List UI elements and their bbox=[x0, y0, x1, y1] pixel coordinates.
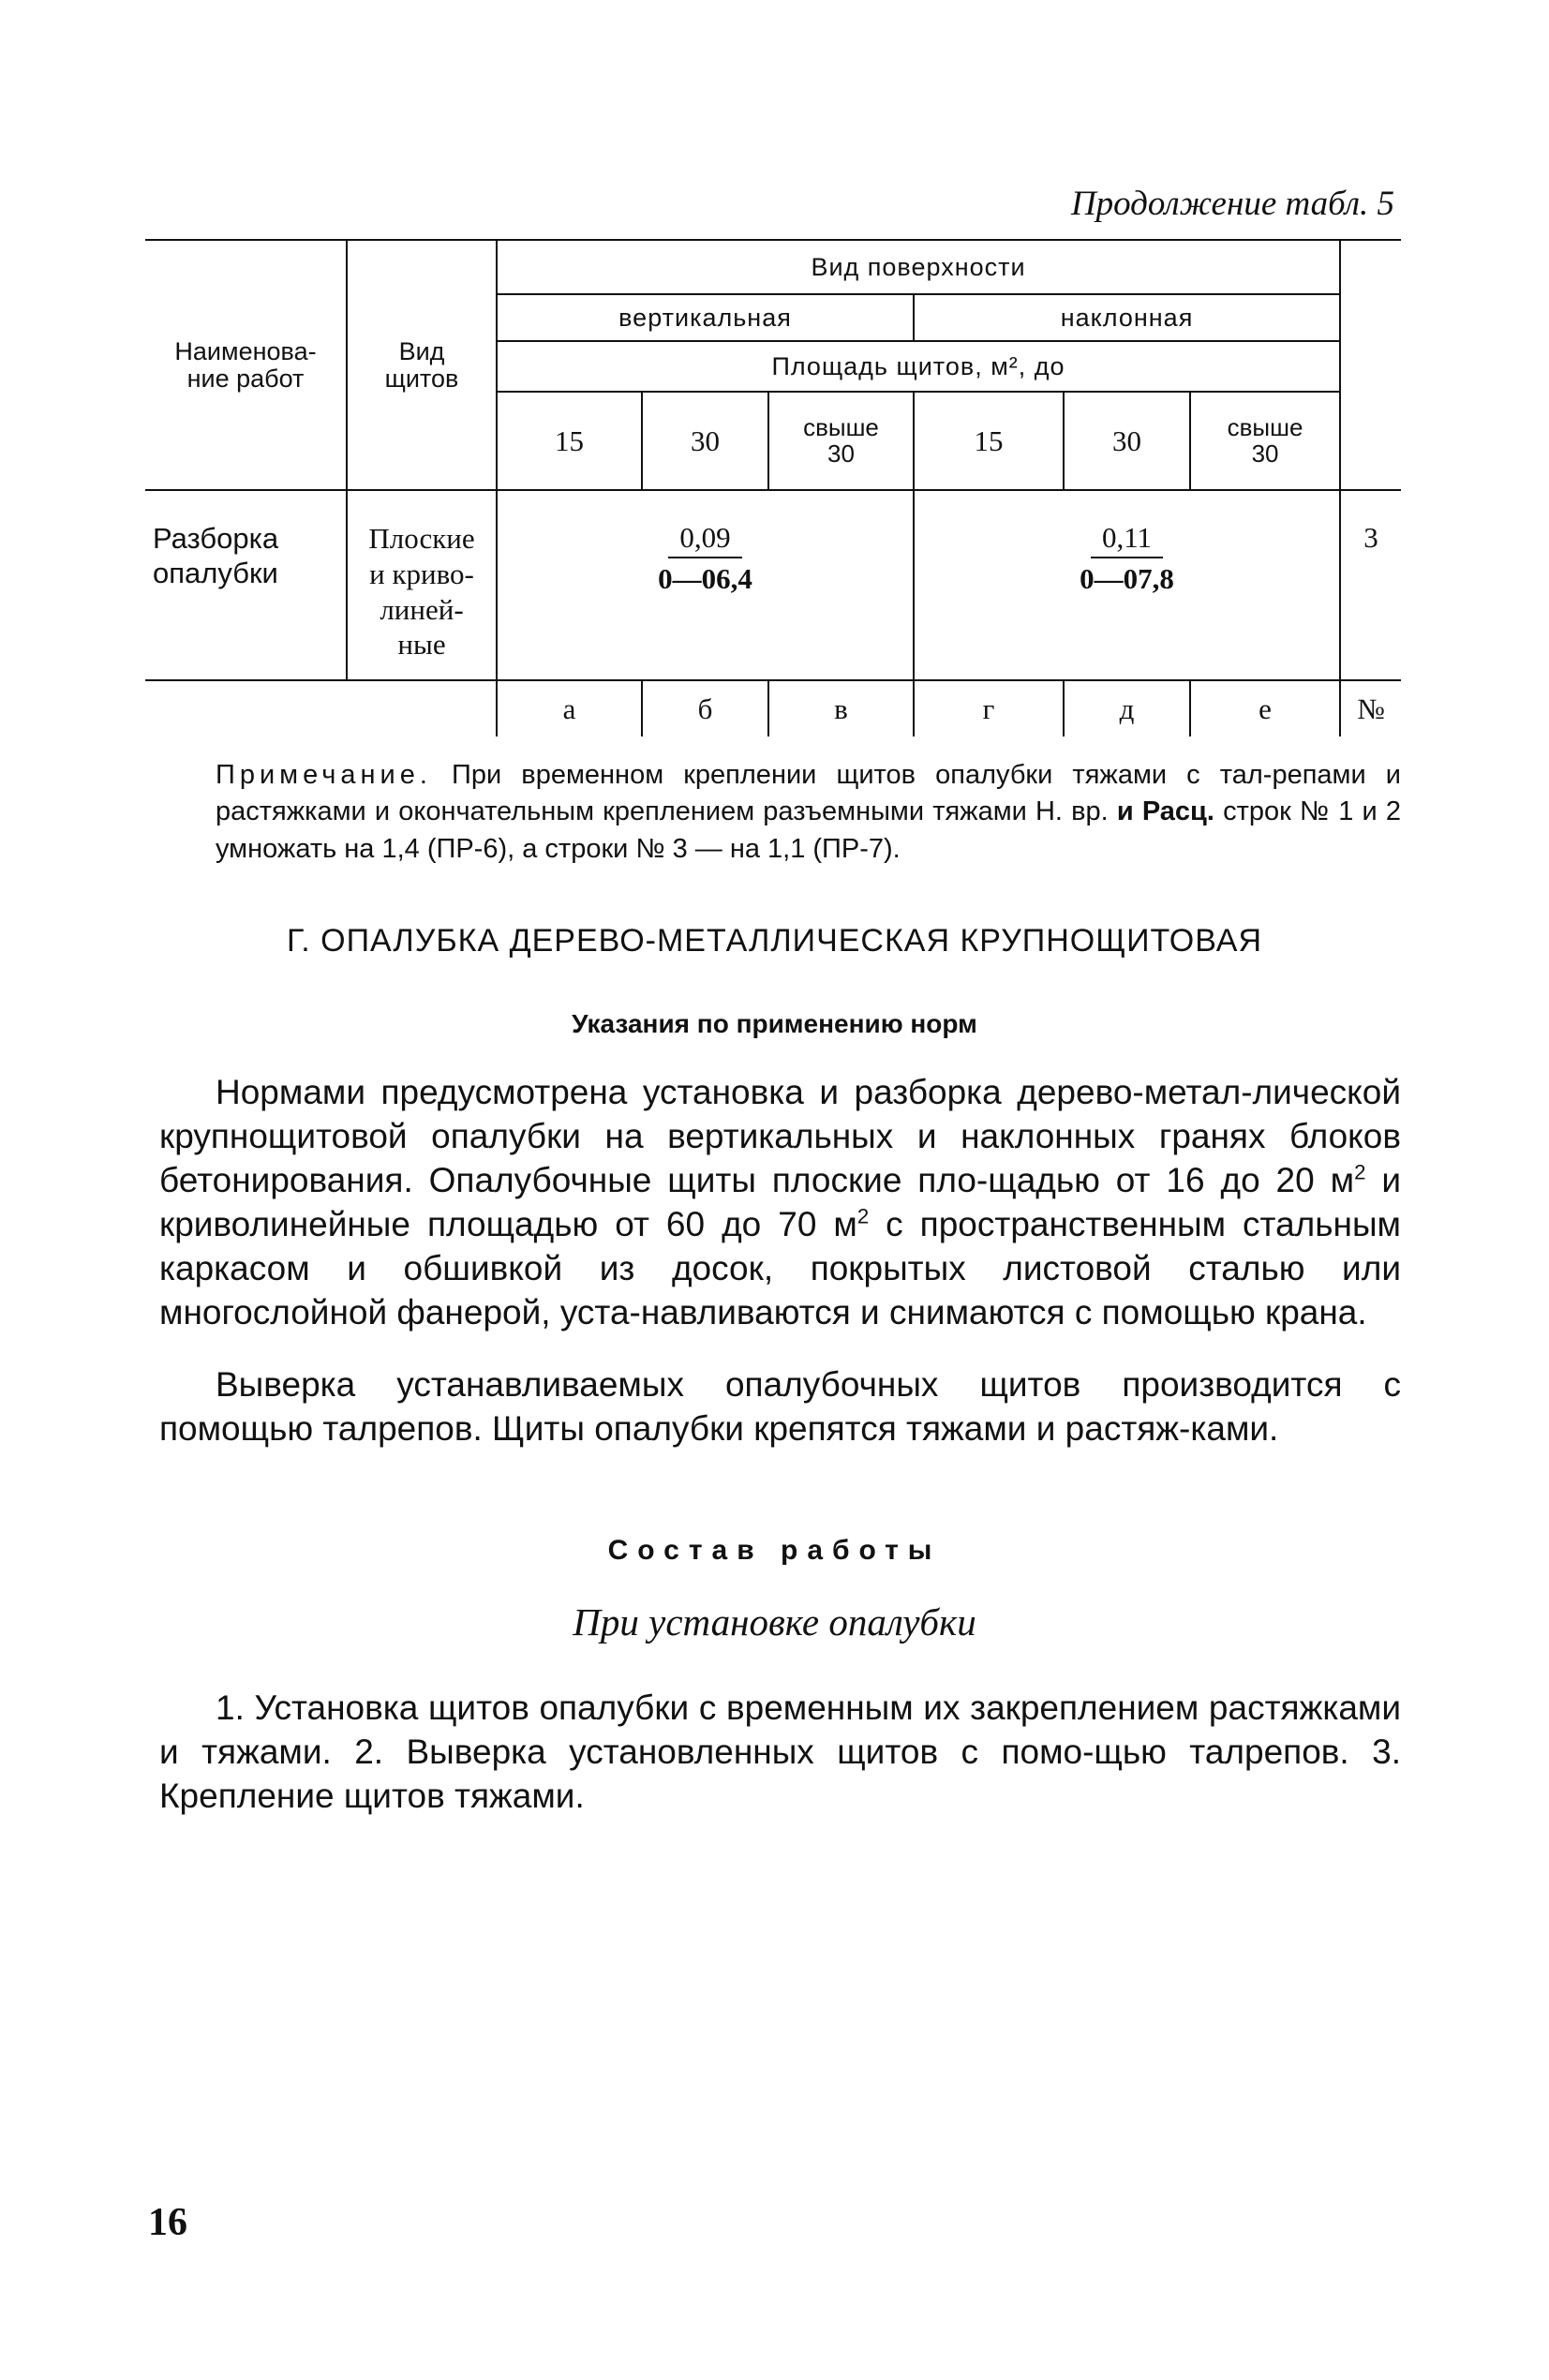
inclined-rate: 0—07,8 bbox=[1080, 562, 1174, 595]
note-lead: Примечание. bbox=[216, 760, 432, 790]
row-shield-type: Плоские и криво- линей- ные bbox=[347, 490, 497, 680]
col-letter-e: д bbox=[1064, 680, 1190, 736]
paragraph-1-part-b: и криволинейные площадью от 60 до 70 м bbox=[159, 1160, 1401, 1243]
row-work-name: Разборка опалубки bbox=[145, 490, 347, 680]
note-text-2: строк № 1 и 2 умножать на 1,4 (ПР-6), а строки № 3 — на 1,1 (ПР-7). bbox=[216, 796, 1401, 864]
vertical-time-norm: 0,09 bbox=[668, 521, 741, 558]
col-letter-f: е bbox=[1190, 680, 1340, 736]
header-inclined: наклонная bbox=[914, 294, 1340, 341]
header-blank bbox=[1340, 240, 1401, 490]
inclined-fraction bbox=[1080, 491, 1174, 596]
footer-blank-1 bbox=[145, 680, 347, 736]
col-letter-d: г bbox=[914, 680, 1064, 736]
footer-blank-2 bbox=[347, 680, 497, 736]
work-composition-heading: Состав работы bbox=[607, 1535, 942, 1566]
header-shield-type: Вид щитов bbox=[347, 240, 497, 490]
section-title: Г. ОПАЛУБКА ДЕРЕВО-МЕТАЛЛИЧЕСКАЯ КРУПНОЩИТОВАЯ bbox=[286, 923, 1263, 959]
superscript-2b: 2 bbox=[856, 1204, 870, 1228]
superscript-2a: 2 bbox=[1354, 1160, 1366, 1184]
paragraph-2: Выверка устанавливаемых опалубочных щитов производится с помощью талрепов. Щиты опалубки крепятся тяжами и растяж-ками. bbox=[159, 1365, 1401, 1448]
col-letter-b: б bbox=[642, 680, 768, 736]
note-text-1: При временном креплении щитов опалубки тяжами с тал-репами и растяжками и окончательным креплением разъемными тяжами Н. вр. bbox=[216, 760, 1401, 827]
norms-table bbox=[145, 239, 1385, 736]
area-col-c: свыше 30 bbox=[768, 392, 914, 490]
area-col-f: свыше 30 bbox=[1190, 392, 1340, 490]
table-note bbox=[216, 757, 1401, 868]
area-col-b: 30 bbox=[642, 392, 768, 490]
installation-subheading: При установке опалубки bbox=[573, 1600, 976, 1644]
area-col-a: 15 bbox=[497, 392, 642, 490]
note-bold: и Расц. bbox=[1116, 796, 1214, 827]
inclined-value-cell bbox=[914, 490, 1340, 680]
area-col-e: 30 bbox=[1064, 392, 1190, 490]
paragraph-1-part-a: Нормами предусмотрена установка и разборка дерево-метал-лической крупнощитовой опалубки на вертикальных и наклонных гранях блоков бетонирования. Опалубочные щиты плоские пло-щадью от 16 до 20 м bbox=[159, 1073, 1401, 1199]
paragraph-1 bbox=[159, 1071, 1401, 1335]
col-letter-c: в bbox=[768, 680, 914, 736]
vertical-rate: 0—06,4 bbox=[658, 562, 752, 595]
vertical-value-cell bbox=[497, 490, 914, 680]
col-letter-number: № bbox=[1340, 680, 1401, 736]
paragraph-3: 1. Установка щитов опалубки с временным их закреплением растяжками и тяжами. 2. Выверка установленных щитов с помо-щью талрепов. 3. Крепление щитов тяжами. bbox=[159, 1688, 1401, 1815]
area-col-d: 15 bbox=[914, 392, 1064, 490]
subheading: Указания по применению норм bbox=[572, 1009, 977, 1038]
paragraph-1-part-c: с пространственным стальным каркасом и обшивкой из досок, покрытых листовой сталью или многослойной фанерой, уста-навливаются и снимаются с помощью крана. bbox=[159, 1204, 1401, 1331]
col-letter-a: а bbox=[497, 680, 642, 736]
row-number: 3 bbox=[1340, 490, 1401, 680]
header-work-name: Наименова- ние работ bbox=[145, 240, 347, 490]
inclined-time-norm: 0,11 bbox=[1091, 521, 1163, 558]
page-number: 16 bbox=[148, 2201, 187, 2244]
table-continuation-label: Продолжение табл. 5 bbox=[1070, 185, 1394, 223]
header-surface-type: Вид поверхности bbox=[497, 240, 1340, 294]
header-area: Площадь щитов, м², до bbox=[497, 341, 1340, 392]
vertical-fraction bbox=[658, 491, 752, 596]
header-vertical: вертикальная bbox=[497, 294, 914, 341]
